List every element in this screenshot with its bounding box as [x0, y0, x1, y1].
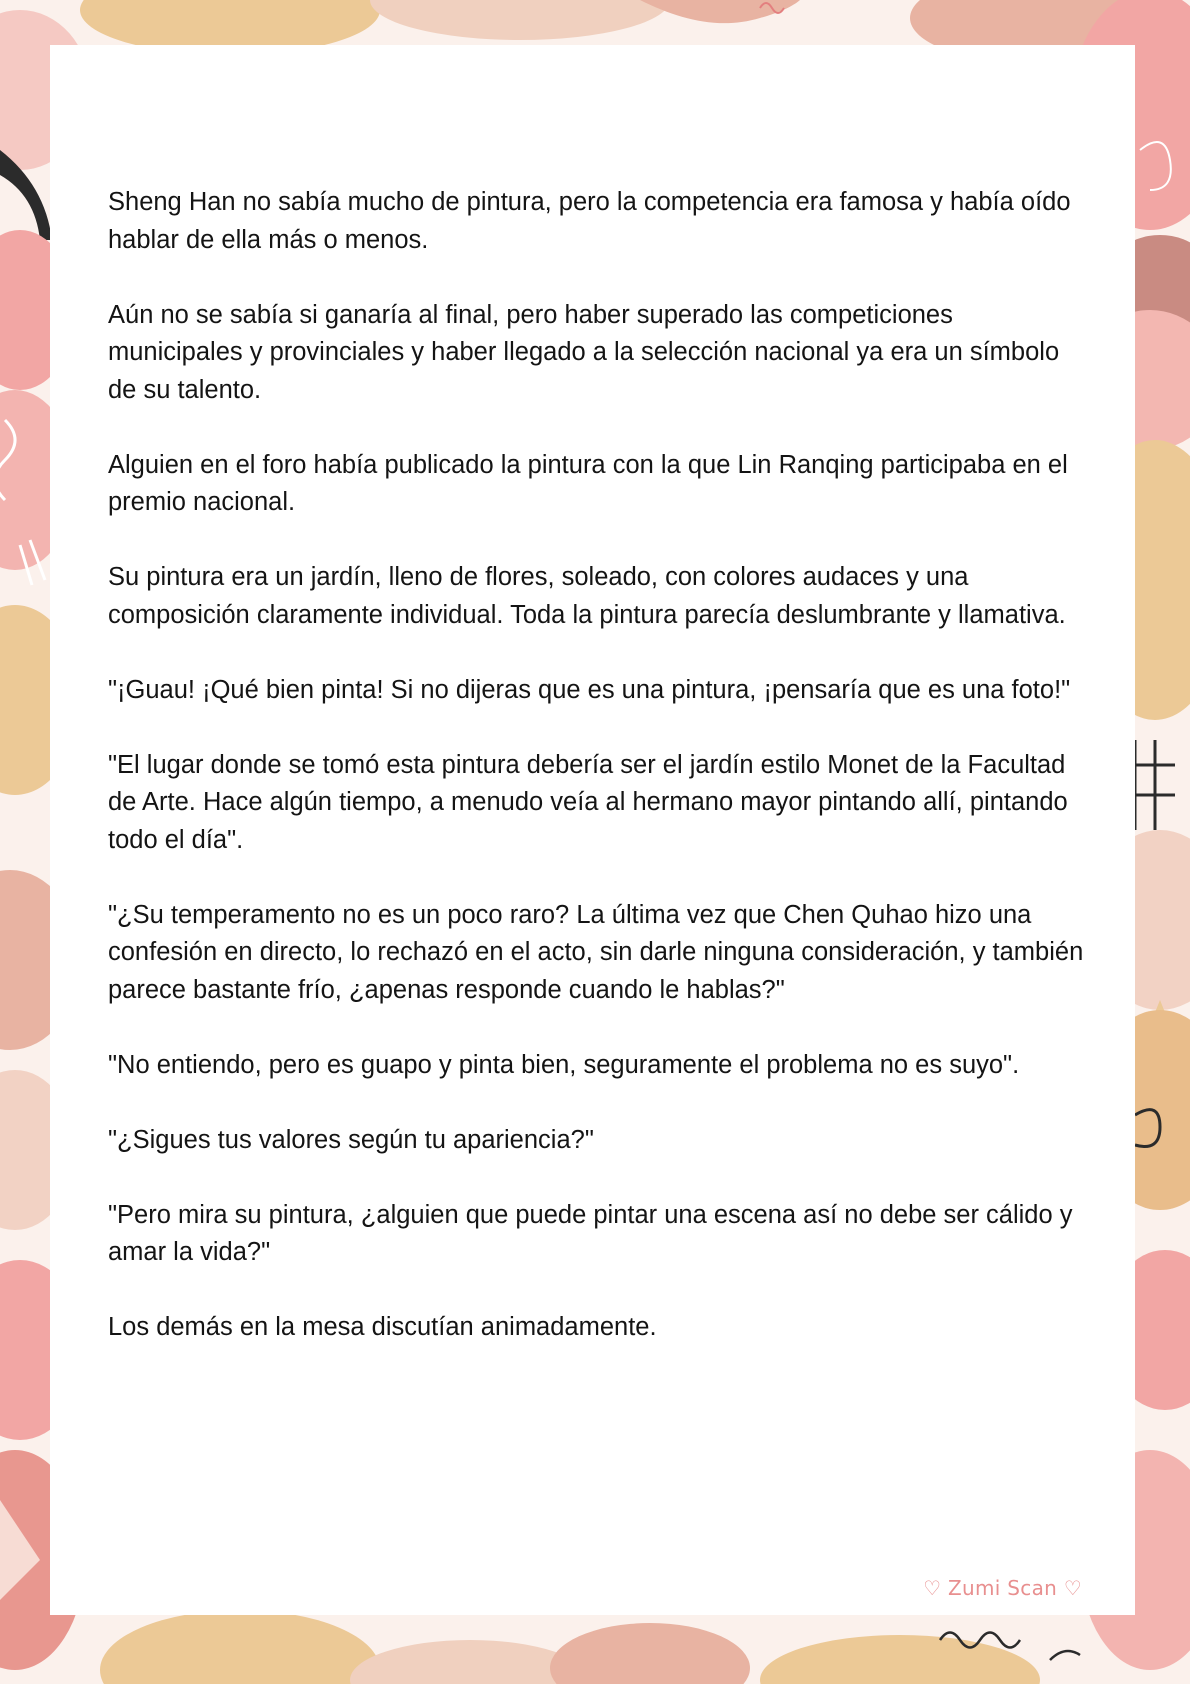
blob-shape [370, 0, 670, 40]
paragraph: "¿Su temperamento no es un poco raro? La última vez que Chen Quhao hizo una confesión en directo, lo rechazó en el acto, sin darle ninguna consideración, y también parece bastante frío, ¿apenas responde cuando le hablas?" [108, 900, 1084, 1004]
paragraph: Alguien en el foro había publicado la pintura con la que Lin Ranqing participaba en el premio nacional. [108, 450, 1068, 516]
squiggle-shape [1050, 1651, 1080, 1660]
paragraph: Sheng Han no sabía mucho de pintura, pero la competencia era famosa y había oído hablar de ella más o menos. [108, 188, 1071, 254]
paragraph: Su pintura era un jardín, lleno de flores, soleado, con colores audaces y una composición claramente individual. Toda la pintura parecía deslumbrante y llamativa. [108, 563, 1066, 629]
paragraph: Los demás en la mesa discutían animadamente. [108, 1313, 657, 1341]
story-text [108, 184, 1093, 1384]
paragraph: Aún no se sabía si ganaría al final, pero haber superado las competiciones municipales y provinciales y haber llegado a la selección nacional ya era un símbolo de su talento. [108, 300, 1060, 404]
paragraph: "El lugar donde se tomó esta pintura debería ser el jardín estilo Monet de la Facultad de Arte. Hace algún tiempo, a menudo veía al hermano mayor pintando allí, pintando todo el día". [108, 750, 1068, 854]
paragraph: "No entiendo, pero es guapo y pinta bien, seguramente el problema no es suyo". [108, 1050, 1020, 1079]
blob-shape [760, 1635, 1040, 1684]
watermark: ♡ Zumi Scan ♡ [923, 1576, 1082, 1600]
paragraph: "¿Sigues tus valores según tu apariencia?" [108, 1125, 594, 1154]
blob-shape [100, 1610, 380, 1684]
paragraph: "¡Guau! ¡Qué bien pinta! Si no dijeras que es una pintura, ¡pensaría que es una foto!" [108, 675, 1071, 704]
paragraph: "Pero mira su pintura, ¿alguien que puede pintar una escena así no debe ser cálido y amar la vida?" [108, 1200, 1073, 1266]
blob-shape [550, 1623, 750, 1684]
